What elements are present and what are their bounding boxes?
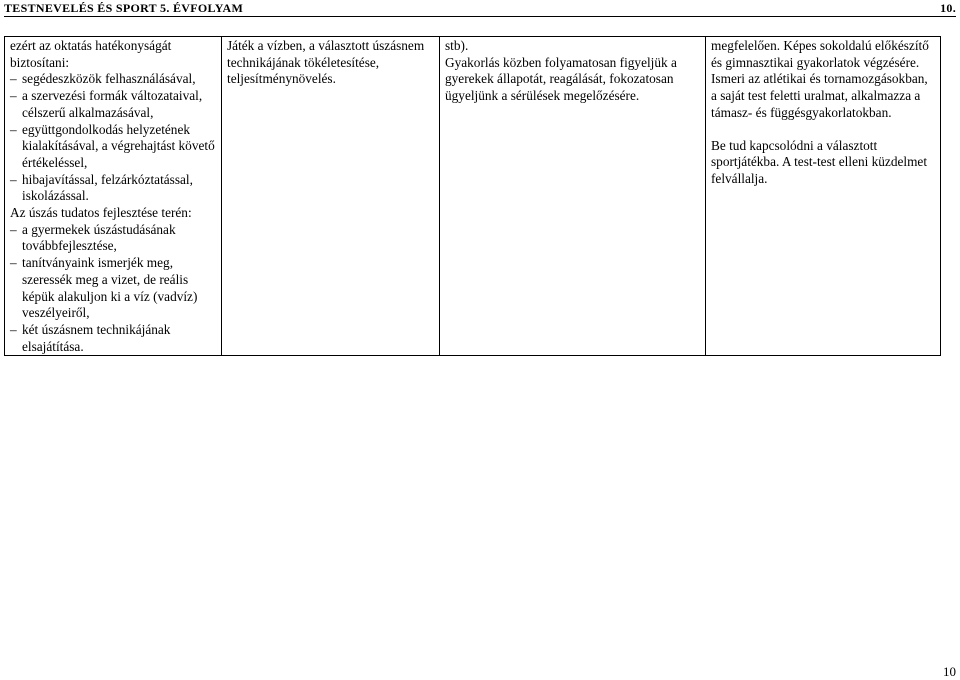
curriculum-table: [4, 36, 941, 356]
paragraph: Az úszás tudatos fejlesztése terén:: [10, 205, 192, 221]
table-row: [5, 37, 941, 356]
column-requirements: [706, 37, 941, 356]
paragraph-gap: [711, 122, 935, 138]
column-content: [222, 37, 440, 356]
list-item: – segédeszközök felhasználásával,: [10, 71, 216, 88]
paragraph: ezért az oktatás hatékonyságát biztosítani:: [10, 38, 172, 70]
list-item: – tanítványaink ismerjék meg, szeressék meg a vizet, de reális képük alakuljon ki a víz (vadvíz) veszélyeiről,: [10, 255, 216, 322]
list-item: – a szervezési formák változataival, célszerű alkalmazásával,: [10, 88, 216, 121]
page-header: [4, 0, 956, 17]
document-title: TESTNEVELÉS ÉS SPORT 5. ÉVFOLYAM: [4, 1, 244, 15]
column-objectives: [5, 37, 222, 356]
header-page-number: 10.: [940, 1, 956, 15]
paragraph: Játék a vízben, a választott úszásnem technikájának tökéletesítése, teljesítménynövelés.: [227, 38, 425, 87]
paragraph: Ismeri az atlétikai és tornamozgásokban, a saját test feletti uralmat, alkalmazza a támasz- és függésgyakorlatokban.: [711, 71, 928, 120]
paragraph: Gyakorlás közben folyamatosan figyeljük a gyerekek állapotát, reagálását, fokozatosan ügyeljünk a sérülések megelőzésére.: [445, 54, 677, 104]
list-item: – hibajavítással, felzárkóztatással, iskolázással.: [10, 172, 216, 205]
list-item: – a gyermekek úszástudásának továbbfejlesztése,: [10, 222, 216, 255]
list-item: – két úszásnem technikájának elsajátítása.: [10, 322, 216, 355]
paragraph: Be tud kapcsolódni a választott sportjátékba. A test-test elleni küzdelmet felvállalja.: [711, 137, 928, 186]
column-activities: [440, 37, 706, 356]
paragraph: megfelelően. Képes sokoldalú előkészítő és gimnasztikai gyakorlatok végzésére.: [711, 38, 929, 70]
footer-page-number: 10: [943, 664, 956, 679]
paragraph: stb).: [445, 38, 469, 53]
list-item: – együttgondolkodás helyzetének kialakításával, a végrehajtást követő értékeléssel,: [10, 122, 216, 172]
